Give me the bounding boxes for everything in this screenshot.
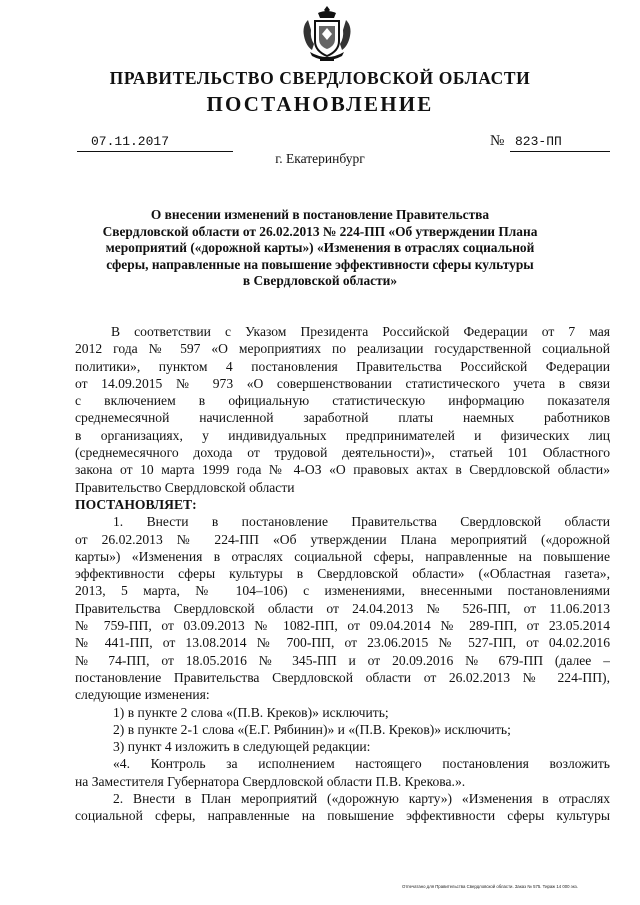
title-line: мероприятий («дорожной карты») «Изменения в отраслях социальной [105,240,535,256]
body-line: закона от 10 марта 1999 года № 4-ОЗ «О правовых актах в Свердловской области» [75,462,610,478]
title-line: в Свердловской области» [242,273,398,289]
number-sign: № [490,133,505,149]
government-name: ПРАВИТЕЛЬСТВО СВЕРДЛОВСКОЙ ОБЛАСТИ [109,68,531,88]
resolves-heading: ПОСТАНОВЛЯЕТ: [75,496,197,512]
body-line: 2. Внести в План мероприятий («дорожную карту») «Изменения в отраслях [113,791,610,807]
body-line: от 26.02.2013 № 224-ПП «Об утверждении Плана мероприятий («дорожной [75,531,610,547]
body-line: от 14.09.2015 № 973 «О совершенствовании статистического учета в связи [75,375,610,391]
body-line: № 759-ПП, от 03.09.2013 № 1082-ПП, от 09.04.2014 № 289-ПП, от 23.05.2014 [75,618,610,634]
body-line: 2) в пункте 2-1 слова «(Е.Г. Рябинин)» и «(П.В. Креков)» исключить; [113,721,511,737]
body-line: на Заместителя Губернатора Свердловской области П.В. Крекова.». [75,773,466,789]
document-type: ПОСТАНОВЛЕНИЕ [206,92,434,116]
body-line: социальной сферы, направленные на повышение эффективности сферы культуры [75,808,610,824]
body-line: № 74-ПП, от 18.05.2016 № 345-ПП и от 20.09.2016 № 679-ПП (далее – [75,652,610,668]
body-line: в организациях, у индивидуальных предпринимателей и физических лиц [75,427,610,443]
document-number: 823-ПП [515,134,562,149]
document-title [100,207,540,290]
body-line: Правительство Свердловской области [75,479,295,495]
title-line: сферы, направленные на повышение эффективности сферы культуры [106,256,534,272]
city: г. Екатеринбург [275,151,365,166]
body-line: следующие изменения: [75,687,210,703]
body-line: 1) в пункте 2 слова «(П.В. Креков)» исключить; [113,704,389,720]
title-line: О внесении изменений в постановление Правительства [150,207,490,222]
body-line: 1. Внести в постановление Правительства Свердловской области [113,514,610,530]
body-line: В соответствии с Указом Президента Российской Федерации от 7 мая [111,324,610,339]
document-date: 07.11.2017 [91,134,170,149]
body-line: (среднемесячного дохода от трудовой деятельности)», статьей 101 Областного [75,445,610,461]
body-line: 3) пункт 4 изложить в следующей редакции: [113,739,371,755]
body-line: 2012 года № 597 «О мероприятиях по реализации государственной социальной [75,341,610,357]
body-line: среднемесячной начисленной заработной платы наемных работников [75,410,610,426]
body-line: эффективности сферы культуры в Свердловской области» («Областная газета», [75,566,610,582]
body-line: с включением в официальную статистическую информацию показателя [75,393,610,409]
body-line: карты») «Изменения в отраслях социальной сферы, направленные на повышение [75,548,610,564]
body-line: № 441-ПП, от 13.08.2014 № 700-ПП, от 23.06.2015 № 527-ПП, от 04.02.2016 [75,635,610,651]
coat-of-arms-icon [300,4,354,64]
body-line: «4. Контроль за исполнением настоящего постановления возложить [113,756,610,772]
body-line: 2013, 5 марта, № 104–106) с изменениями, внесенными постановлениями [75,583,610,599]
title-line: Свердловской области от 26.02.2013 № 224-ПП «Об утверждении Плана [102,223,538,239]
print-footer: Отпечатано для Правительства Свердловской области. Заказ № 575. Тираж 14 000 экз. [402,884,578,889]
body-line: политики», пунктом 4 постановления Правительства Российской Федерации [75,358,610,374]
document-body [75,323,610,825]
body-line: Правительства Свердловской области от 24.04.2013 № 526-ПП, от 11.06.2013 [75,600,610,616]
body-line: постановление Правительства Свердловской области от 26.02.2013 № 224-ПП), [75,669,610,685]
